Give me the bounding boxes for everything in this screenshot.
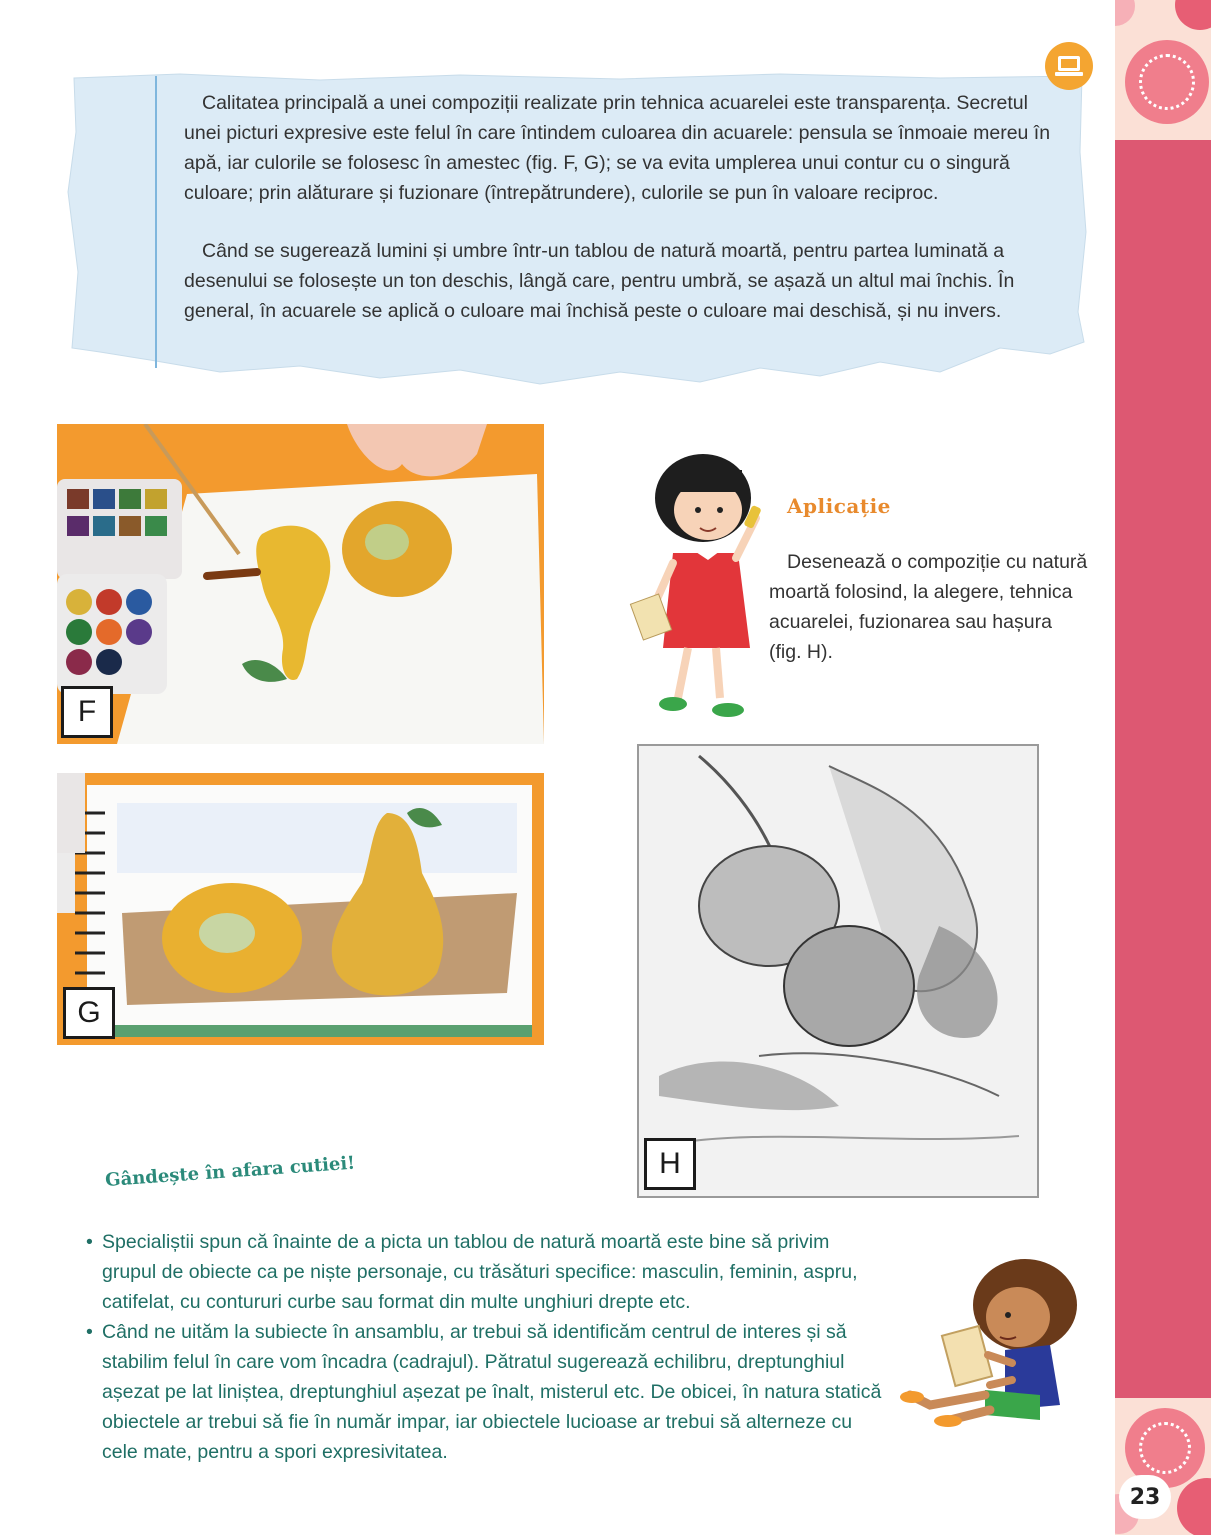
think-outside-title: Gândește în afara cutiei! — [104, 1152, 356, 1191]
side-pink-band — [1115, 140, 1211, 1398]
note-paragraph-2: Când se sugerează lumini și umbre într-un tablou de natură moartă, pentru partea luminată a desenului se folosește un ton deschis, lângă care, pentru umbră, se așază un altul mai închis. În general, în acuarele se aplică o culoare mai închisă peste o culoare mai deschisă, și nu invers. — [184, 240, 1015, 322]
application-text — [769, 547, 1089, 667]
bullet-icon: • — [86, 1231, 93, 1253]
figure-g-label: G — [63, 987, 115, 1039]
photo-g-watercolor-pears — [57, 773, 544, 1045]
photo-f-watercolor-pears — [57, 424, 544, 744]
decorative-pattern-top — [1115, 0, 1211, 140]
figure-h-label: H — [644, 1138, 696, 1190]
list-item — [86, 1227, 886, 1317]
note-paragraph-1: Calitatea principală a unei compoziții realizate prin tehnica acuarelei este transparența. Secretul unei picturi expresive este felul în care întindem culoarea din acuarele: pensula se înmoaie mereu în apă, iar culorile se folosesc în amestec (fig. F, G); se va evita umplerea unui contur cu o singură culoare; prin alăturare și fuzionare (întrepătrundere), culorile se pun în valoare reciproc. — [184, 92, 1051, 204]
bullet-text: Specialiștii spun că înainte de a picta un tablou de natură moartă este bine să privim grupul de obiecte ca pe niște personaje, cu trăsături specifice: masculin, feminin, aspru, catifelat, cu contururi curbe sau format din multe unghiuri drepte etc. — [102, 1231, 858, 1313]
bullet-icon: • — [86, 1321, 93, 1343]
application-title: Aplicație — [787, 494, 891, 518]
note-text — [184, 88, 1064, 354]
bullet-text: Când ne uităm la subiecte în ansamblu, ar trebui să identificăm centrul de interes și să stabilim felul în care vom încadra (cadrajul). Pătratul sugerează echilibru, dreptunghiul așezat pe lat liniștea, dreptunghiul așezat pe înalt, misterul etc. De obicei, în natura statică obiectele ar trebui să fie în număr impar, iar obiectele lucioase ar trebui să alterneze cu cele mate, pentru a spori expresivitatea. — [102, 1321, 882, 1463]
list-item — [86, 1317, 886, 1467]
figure-h-pencil-drawing — [637, 744, 1039, 1198]
page-number: 23 — [1119, 1475, 1171, 1519]
computer-icon — [1045, 42, 1093, 90]
think-outside-list — [86, 1227, 886, 1467]
girl-illustration — [628, 448, 768, 723]
figure-f-label: F — [61, 686, 113, 738]
application-body: Desenează o compoziție cu natură moartă folosind, la alegere, tehnica acuarelei, fuzionarea sau hașura (fig. H). — [769, 551, 1088, 663]
boy-illustration — [900, 1255, 1080, 1430]
